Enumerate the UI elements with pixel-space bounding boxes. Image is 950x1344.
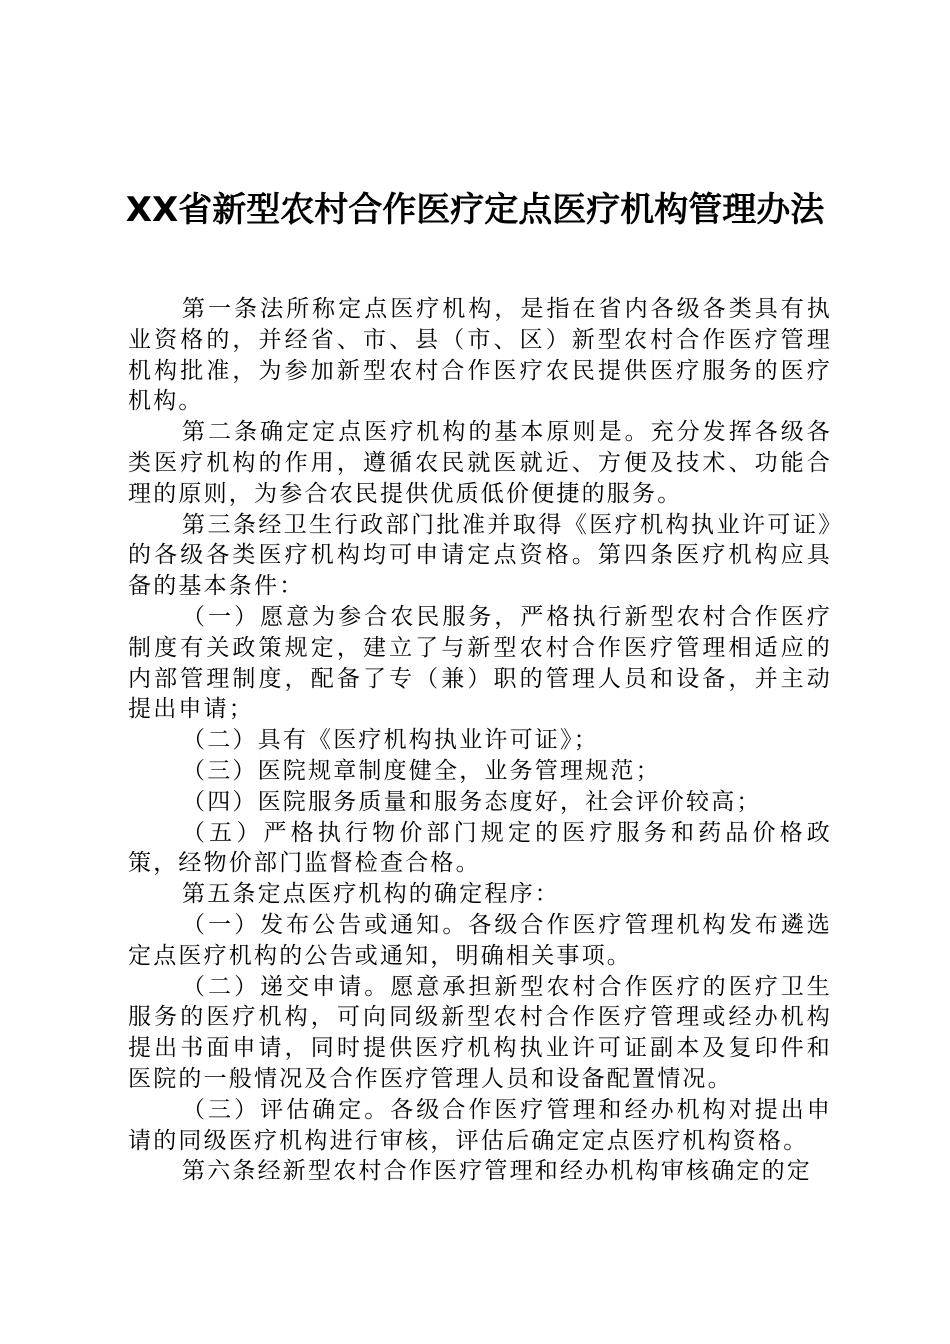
- paragraph-procedure-1: （一）发布公告或通知。各级合作医疗管理机构发布遴选定点医疗机构的公告或通知，明确相关事项。: [128, 911, 832, 969]
- paragraph-article-2: 第二条确定定点医疗机构的基本原则是。充分发挥各级各类医疗机构的作用，遵循农民就医就近、方便及技术、功能合理的原则，为参合农民提供优质低价便捷的服务。: [128, 419, 832, 507]
- paragraph-condition-2: （二）具有《医疗机构执业许可证》；: [182, 727, 599, 754]
- paragraph-article-1: 第一条法所称定点医疗机构，是指在省内各级各类具有执业资格的，并经省、市、县（市、区）新型农村合作医疗管理机构批准，为参加新型农村合作医疗农民提供医疗服务的医疗机构。: [128, 296, 832, 415]
- paragraph-procedure-3: （三）评估确定。各级合作医疗管理和经办机构对提出申请的同级医疗机构进行审核，评估后确定定点医疗机构资格。: [128, 1096, 832, 1154]
- paragraph-article-5: 第五条定点医疗机构的确定程序：: [182, 881, 560, 908]
- paragraph-condition-4: （四）医院服务质量和服务态度好，社会评价较高；: [182, 788, 762, 815]
- paragraph-article-3-4: 第三条经卫生行政部门批准并取得《医疗机构执业许可证》的各级各类医疗机构均可申请定点资格。第四条医疗机构应具备的基本条件：: [128, 511, 832, 600]
- paragraph-procedure-2: （二）递交申请。愿意承担新型农村合作医疗的医疗卫生服务的医疗机构，可向同级新型农村合作医疗管理或经办机构提出书面申请，同时提供医疗机构执业许可证副本及复印件和医院的一般情况及合作医疗管理人员和设备配置情况。: [128, 973, 832, 1092]
- paragraph-article-6: 第六条经新型农村合作医疗管理和经办机构审核确定的定: [182, 1158, 812, 1185]
- document-title: XX省新型农村合作医疗定点医疗机构管理办法: [125, 190, 825, 230]
- paragraph-condition-1: （一）愿意为参合农民服务，严格执行新型农村合作医疗制度有关政策规定，建立了与新型农村合作医疗管理相适应的内部管理制度，配备了专（兼）职的管理人员和设备，并主动提出申请；: [128, 603, 832, 723]
- paragraph-condition-5: （五）严格执行物价部门规定的医疗服务和药品价格政策，经物价部门监督检查合格。: [128, 819, 832, 877]
- paragraph-condition-3: （三）医院规章制度健全，业务管理规范；: [182, 757, 661, 784]
- document-body: [128, 294, 832, 1187]
